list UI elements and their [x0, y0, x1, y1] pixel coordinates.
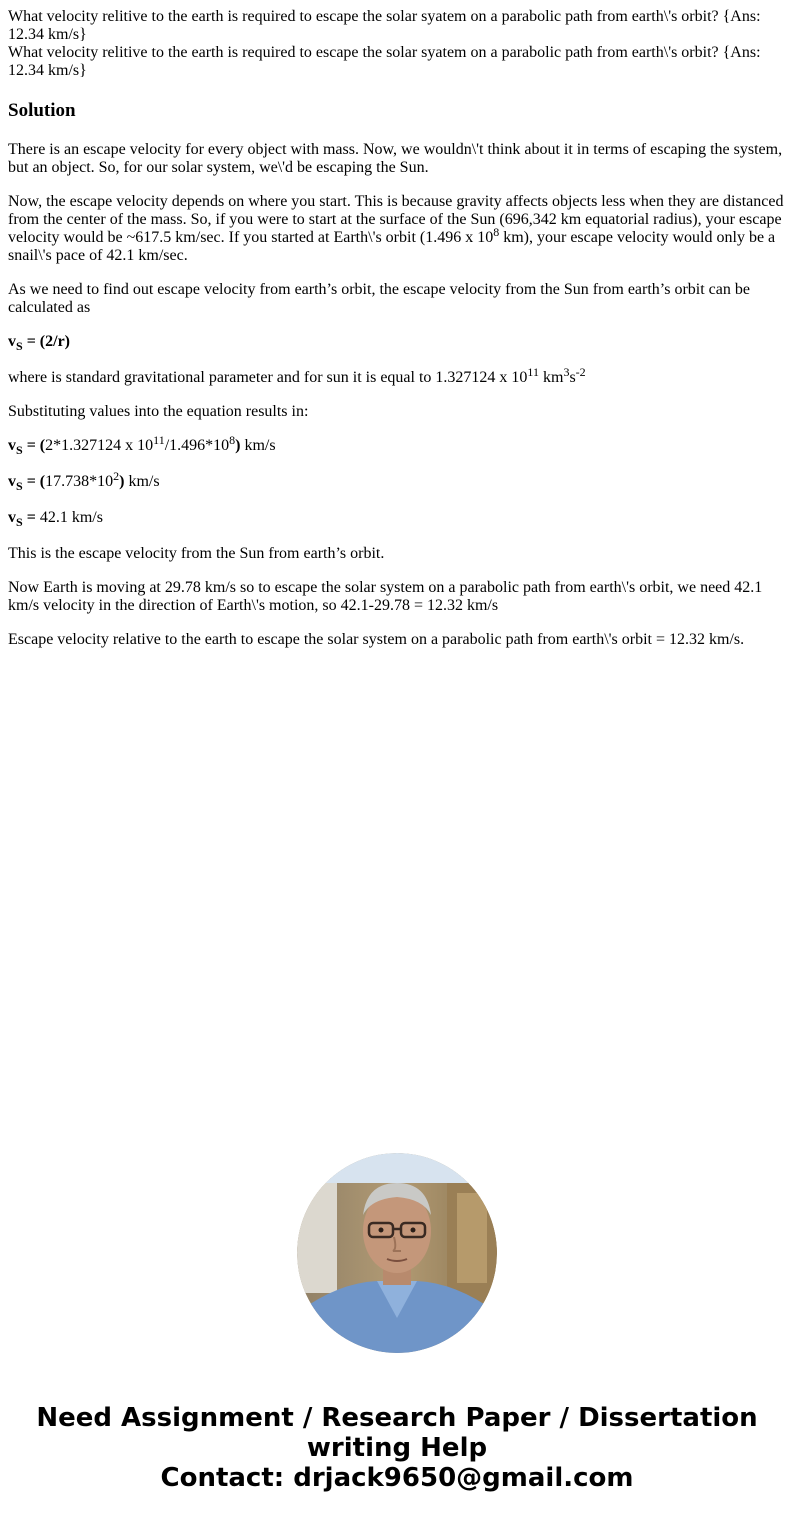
paragraph-gravitational-parameter: where is standard gravitational parameter and for sun it is equal to 1.327124 x $10^{11}$ $km^3s^{-2}$ [8, 365, 586, 386]
question-text: What velocity relitive to the earth is required to escape the solar syatem on a parabolic path from earth\'s orbit? {Ans: 12.34 km/s} [8, 8, 761, 43]
equation-substitution: $v_S = (2*1.327124$ x $10^{11}/1.496*10^8$) km/s [8, 433, 276, 457]
footer-contact-email: Contact: drjack9650@gmail.com [160, 1463, 634, 1493]
paragraph-final-answer: Escape velocity relative to the earth to escape the solar system on a parabolic path from earth\'s orbit = 12.32 km/s. [8, 631, 745, 648]
paragraph-escape-intro: There is an escape velocity for every object with mass. Now, we wouldn\'t think about it in terms of escaping the system, but an object. So, for our solar system, we\'d be escaping the Sun. [8, 141, 783, 176]
paragraph-earth-orbit: As we need to find out escape velocity from earth’s orbit, the escape velocity from the Sun from earth’s orbit can be calculated as [8, 281, 750, 316]
paragraph-earth-motion: Now Earth is moving at 29.78 km/s so to escape the solar system on a parabolic path from earth\'s orbit, we need 42.1 km/s velocity in the direction of Earth\'s motion, so 42.1-29.78 = 12.32 km/s [8, 579, 763, 614]
exponent: 8 [493, 225, 500, 239]
paragraph-substituting: Substituting values into the equation results in: [8, 403, 309, 420]
author-avatar [297, 1153, 497, 1353]
document-content [8, 8, 786, 665]
equation-escape-velocity: $v_S = (2/r)$ [8, 333, 71, 353]
footer-line-2: writing Help [306, 1433, 488, 1463]
question-text-repeat: What velocity relitive to the earth is required to escape the solar syatem on a parabolic path from earth\'s orbit? {Ans: 12.34 km/s} [8, 44, 761, 79]
solution-heading: Solution [8, 100, 76, 121]
paragraph-escape-from-sun: This is the escape velocity from the Sun from earth’s orbit. [8, 545, 385, 562]
equation-result: $v_S = 42.1$ km/s [8, 509, 103, 529]
paragraph-escape-start-point: Now, the escape velocity depends on where you start. This is because gravity affects objects less when they are distanced from the center of the mass. So, if you were to start at the surface of the Sun (696,342 km equatorial radius), your escape velocity would be ~617.5 km/sec. If you started at Earth\'s orbit (1.496 x $10^8$ km), your escape velocity would only be a snail\'s pace of 42.1 km/sec. [8, 193, 784, 264]
footer-contact [0, 1403, 794, 1493]
footer-line-1: Need Assignment / Research Paper / Dissertation [36, 1403, 758, 1433]
equation-simplified: $v_S = (17.738*10^2)$ km/s [8, 469, 160, 493]
author-portrait-illustration [297, 1153, 497, 1353]
